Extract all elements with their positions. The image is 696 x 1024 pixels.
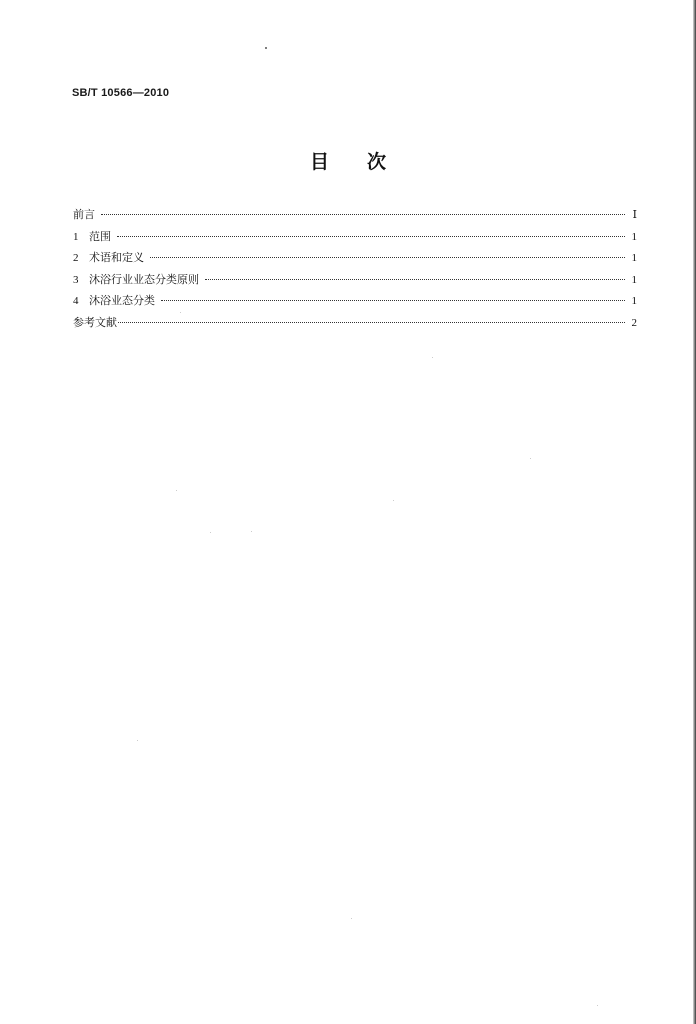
toc-leader-dots: [118, 322, 625, 323]
toc-entry-terms[interactable]: [73, 249, 637, 271]
scan-speck: [251, 531, 252, 532]
scan-speck: [530, 458, 531, 459]
toc-entry-label: 沐浴行业业态分类原则: [89, 272, 199, 286]
scan-speck: [137, 740, 138, 741]
toc-entry-label: 前言: [73, 208, 95, 221]
toc-leader-dots: [205, 279, 625, 280]
toc-entry-page: 1: [631, 295, 637, 308]
scan-speck: [176, 490, 177, 491]
scan-speck: [597, 1005, 598, 1006]
toc-entry-label: 沐浴业态分类: [89, 294, 155, 308]
toc-entry-number: 2: [73, 252, 79, 265]
scan-speck: [432, 357, 433, 358]
scan-speck: [180, 312, 181, 313]
toc-entry-page: Ⅰ: [632, 209, 637, 221]
toc-entry-principles[interactable]: [73, 271, 637, 293]
toc-entry-classification[interactable]: [73, 292, 637, 314]
toc-leader-dots: [161, 300, 625, 301]
toc-entry-label: 范围: [89, 229, 111, 243]
toc-entry-number: 3: [73, 273, 79, 286]
toc-entry-page: 1: [631, 273, 637, 286]
toc-leader-dots: [150, 257, 625, 258]
toc-entry-label: 参考文献: [73, 315, 117, 329]
toc-title-char: 目: [309, 151, 329, 173]
scan-speck: [265, 47, 267, 49]
toc-entry-number: 1: [73, 230, 79, 243]
toc-entry-page: 1: [631, 230, 637, 243]
scan-speck: [351, 918, 352, 919]
toc-leader-dots: [117, 236, 625, 237]
toc-entry-page: 2: [631, 316, 637, 329]
toc-entry-foreword[interactable]: [73, 206, 637, 228]
toc-entry-page: 1: [631, 252, 637, 265]
scan-speck: [393, 500, 394, 501]
toc-entry-label: 术语和定义: [89, 251, 144, 265]
toc-leader-dots: [101, 214, 625, 215]
toc-title-char: 次: [367, 151, 387, 173]
standard-code: SB/T 10566—2010: [72, 87, 170, 99]
table-of-contents: [73, 206, 637, 336]
toc-title: [0, 147, 696, 174]
toc-entry-references[interactable]: [73, 314, 637, 336]
toc-entry-scope[interactable]: [73, 228, 637, 250]
scan-speck: [210, 532, 211, 533]
toc-entry-number: 4: [73, 295, 79, 308]
